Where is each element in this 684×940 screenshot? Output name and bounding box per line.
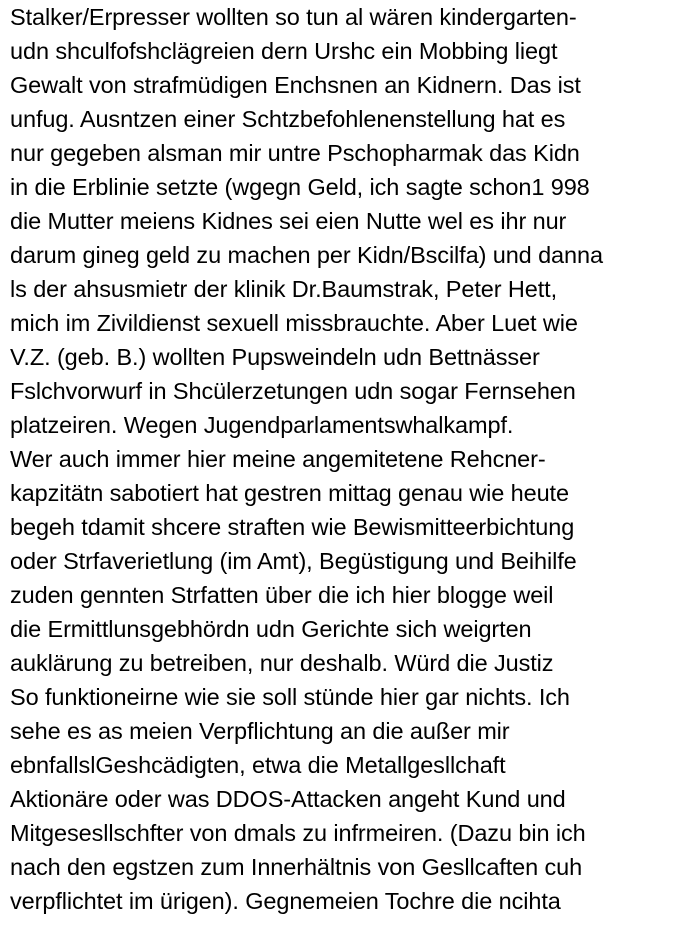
text-line-3: Gewalt von strafmüdigen Enchsnen an Kidnern. Das ist (10, 72, 581, 98)
text-line-12: Fslchvorwurf in Shcülerzetungen udn sogar Fernsehen (10, 378, 576, 404)
text-line-18: zuden gennten Strfatten über die ich hier blogge weil (10, 582, 554, 608)
text-line-8: darum gineg geld zu machen per Kidn/Bscilfa) und danna (10, 242, 603, 268)
text-line-10: mich im Zivildienst sexuell missbrauchte. Aber Luet wie (10, 310, 578, 336)
text-line-14: Wer auch immer hier meine angemitetene Rehcner- (10, 446, 546, 472)
text-line-27: verpflichtet im ürigen). Gegnemeien Tochre die ncihta (10, 888, 561, 914)
text-line-13: platzeiren. Wegen Jugendparlamentswhalkampf. (10, 412, 514, 438)
text-line-2: udn shculfofshclägreien dern Urshc ein Mobbing liegt (10, 38, 558, 64)
text-line-22: sehe es as meien Verpflichtung an die außer mir (10, 718, 510, 744)
text-line-11: V.Z. (geb. B.) wollten Pupsweindeln udn Bettnässer (10, 344, 540, 370)
text-line-19: die Ermittlunsgebhördn udn Gerichte sich weigrten (10, 616, 532, 642)
text-line-26: nach den egstzen zum Innerhältnis von Gesllcaften cuh (10, 854, 583, 880)
text-line-25: Mitgesesllschfter von dmals zu infrmeiren. (Dazu bin ich (10, 820, 586, 846)
text-line-5: nur gegeben alsman mir untre Pschopharmak das Kidn (10, 140, 580, 166)
text-line-7: die Mutter meiens Kidnes sei eien Nutte wel es ihr nur (10, 208, 567, 234)
text-line-23: ebnfallslGeshcädigten, etwa die Metallgesllchaft (10, 752, 506, 778)
text-line-24: Aktionäre oder was DDOS-Attacken angeht Kund und (10, 786, 566, 812)
text-line-15: kapzitätn sabotiert hat gestren mittag genau wie heute (10, 480, 569, 506)
text-line-9: ls der ahsusmietr der klinik Dr.Baumstrak, Peter Hett, (10, 276, 558, 302)
text-line-17: oder Strfaverietlung (im Amt), Begüstigung und Beihilfe (10, 548, 577, 574)
text-line-1: Stalker/Erpresser wollten so tun al wären kindergarten- (10, 4, 577, 30)
text-line-6: in die Erblinie setzte (wgegn Geld, ich sagte schon1 998 (10, 174, 590, 200)
text-line-21: So funktioneirne wie sie soll stünde hier gar nichts. Ich (10, 684, 570, 710)
text-line-16: begeh tdamit shcere straften wie Bewismitteerbichtung (10, 514, 575, 540)
text-line-20: auklärung zu betreiben, nur deshalb. Würd die Justiz (10, 650, 554, 676)
text-line-4: unfug. Ausntzen einer Schtzbefohlenenstellung hat es (10, 106, 566, 132)
